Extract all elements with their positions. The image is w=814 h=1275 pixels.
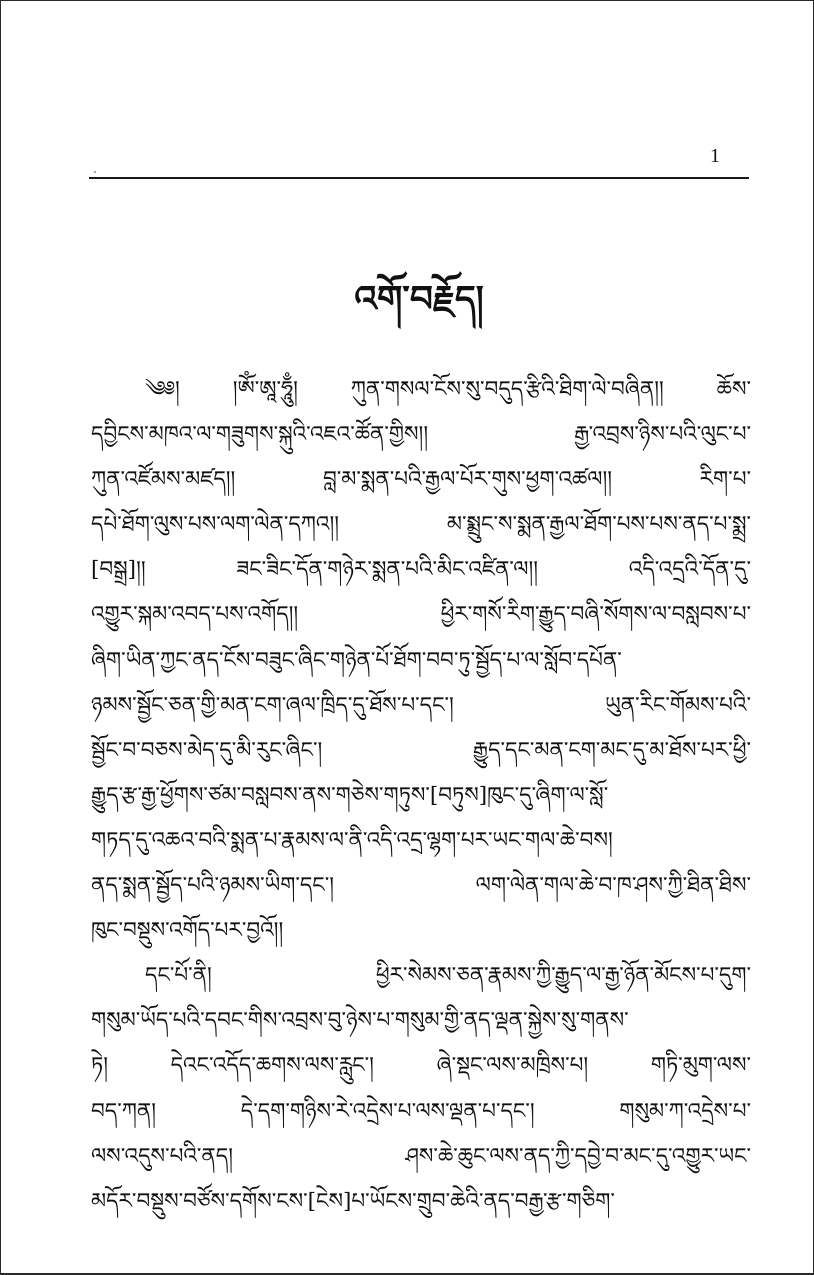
page-number: 1 (710, 145, 720, 167)
body-text (91, 367, 751, 1224)
scan-speck (94, 171, 96, 173)
text-line: རྒྱུད་རྩ་རྒྱ་ཕྱོགས་ཙམ་བསླབས་ནས་གཅེས་གཏུས་[བཏུས]ཁུང་དུ་ཞིག་ལ་སློ་ (91, 782, 609, 808)
text-line: ལས་འདུས་པའི་ནད། ཤས་ཆེ་ཆུང་ལས་ནད་ཀྱི་དབྱེ་བ་མང་དུ་འགྱུར་ཡང་ (91, 1143, 751, 1169)
text-line: དབྱིངས་མཁའ་ལ་གཟུགས་སྐུའི་འཇའ་ཚོན་གྱིས།། རྒྱ་འབྲས་ཉིས་པའི་ལུང་པ་ (91, 422, 751, 448)
text-line: གཏད་དུ་འཆའ་བའི་སྨན་པ་རྣམས་ལ་ནི་འདི་འདྲ་ལྷག་པར་ཡང་གལ་ཆེ་བས། (91, 827, 613, 853)
text-line: ཞིག་ཡིན་ཀྱང་ནད་ངོས་བཟུང་ཞིང་གཉེན་པོ་ཐོག་བབ་ཏུ་སྦྱོད་པ་ལ་སློབ་དཔོན་ (91, 647, 622, 673)
text-line: ༄༅། །ཨོཾ་ཨཱ་ཧཱུྃ། ཀུན་གསལ་ངོས་སུ་བདུད་རྩིའི་ཐིག་ལེ་བཞིན།། ཆོས་ (145, 377, 751, 402)
text-line: ནད་སྨན་སྦྱོད་པའི་ཉམས་ཡིག་དང་། ལག་ལེན་གལ་ཆེ་བ་ཁ་ཤས་ཀྱི་ཐིན་ཐིས་ (91, 873, 751, 899)
chapter-title: འགོ་བརྗོད། (354, 278, 484, 320)
header-rule (89, 177, 749, 179)
text-line: ཏེ། དེའང་འདོད་ཆགས་ལས་རླུང་། ཞེ་སྡང་ལས་མཁྲིས་པ། གཏི་མུག་ལས་ (91, 1053, 751, 1079)
text-line: སྦྱོང་བ་བཅས་མེད་དུ་མི་རུང་ཞིང་། རྒྱུད་དང་མན་ངག་མང་དུ་མ་ཐོས་པར་ཕྱི་ (91, 737, 751, 763)
text-line: འགྱུར་སྐམ་འབད་པས་འགོད།། ཕྱིར་གསོ་རིག་རྒྱུད་བཞི་སོགས་ལ་བསླབས་པ་ (91, 602, 751, 628)
text-line: གསུམ་ཡོད་པའི་དབང་གིས་འབྲས་བུ་ཉེས་པ་གསུམ་གྱི་ནད་ལྡན་སྐྱེས་སུ་གནས་ (91, 1008, 629, 1034)
text-line: དཔེ་ཐོག་ལུས་པས་ལག་ལེན་དཀའ།། མ་སྨྲུང་ས་སྨན་རྒྱལ་ཐོག་པས་པས་ནད་པ་སྨྲ་ (91, 512, 751, 538)
text-line: དང་པོ་ནི། ཕྱིར་སེམས་ཅན་རྣམས་ཀྱི་རྒྱུད་ལ་རྒྱ་ཉོན་མོངས་པ་དུག་ (145, 963, 751, 989)
text-line: མདོར་བསྡུས་བཙོས་དགོས་ངས་[ངེས]པ་ཡོངས་གྲུབ་ཆེའི་ནད་བརྒྱ་རྩ་གཅིག་ (91, 1188, 615, 1214)
text-line: ཀུན་འཛོམས་མཛད།། བླ་མ་སྨན་པའི་རྒྱལ་པོར་གུས་ཕྱག་འཚལ།། རིག་པ་ (91, 467, 751, 493)
text-line: [བསྒྲ]།། ཟང་ཟིང་དོན་གཉེར་སྨན་པའི་མིང་འཛིན་ལ།། འདི་འདྲའི་དོན་དུ་ (91, 557, 751, 583)
text-line: བད་ཀན། དེ་དག་གཉིས་རེ་འདྲེས་པ་ལས་ལྡན་པ་དང་། གསུམ་ཀ་འདྲེས་པ་ (91, 1098, 751, 1124)
text-line: ཉམས་སྦྱོང་ཅན་གྱི་མན་ངག་ཞལ་ཁྲིད་དུ་ཐོས་པ་དང་། ཡུན་རིང་གོམས་པའི་ (91, 692, 751, 718)
text-line: ཁུང་བསྡུས་འགོད་པར་བྱའོ།། (91, 918, 284, 944)
